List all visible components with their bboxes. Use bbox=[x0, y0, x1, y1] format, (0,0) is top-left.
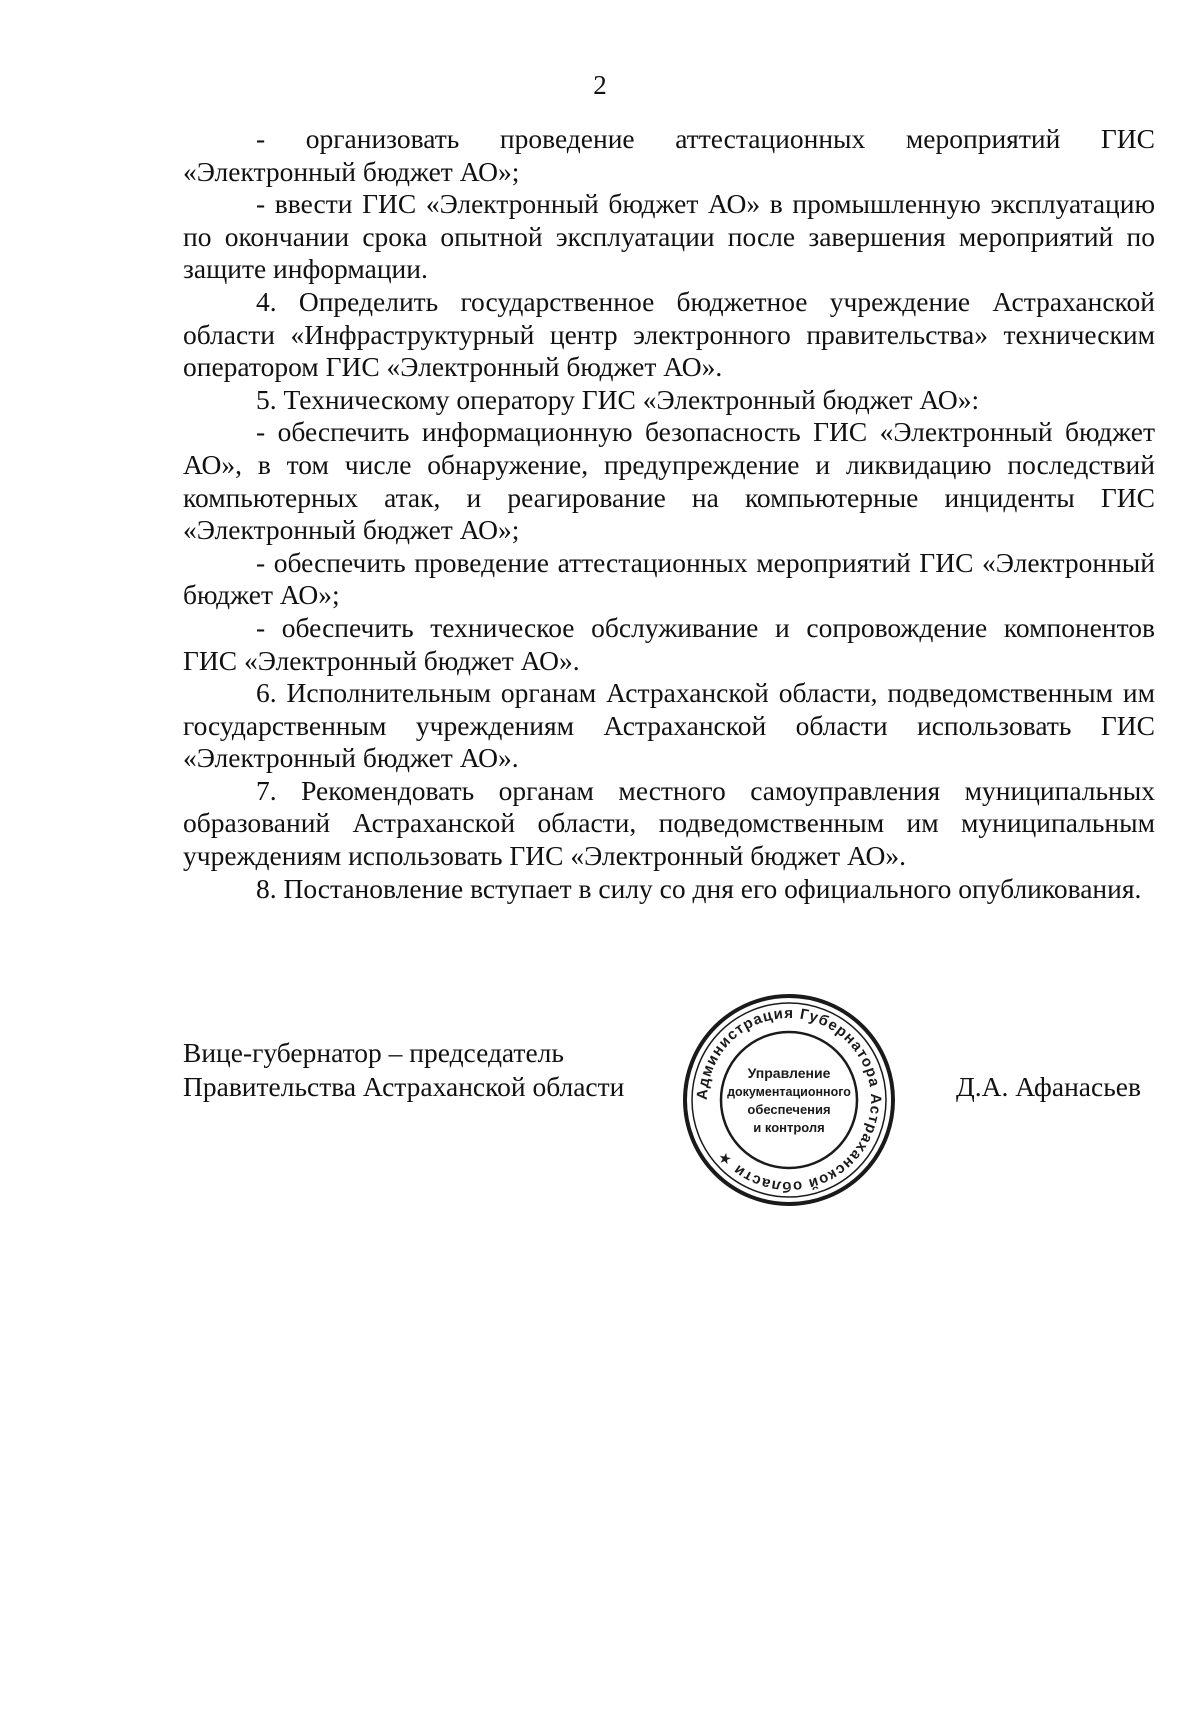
paragraph-8: 6. Исполнительным органам Астраханской области, подведомственным им государственным учреждениям Астраханской области использовать ГИС «Электронный бюджет АО». bbox=[183, 677, 1155, 774]
paragraph-1: - организовать проведение аттестационных мероприятий ГИС «Электронный бюджет АО»; bbox=[183, 123, 1155, 187]
seal-ring-text-path: Администрация Губернатора Астраханской области ★ bbox=[693, 1004, 885, 1196]
page-number: 2 bbox=[593, 70, 607, 100]
seal-outer-ring bbox=[685, 996, 893, 1204]
document-body bbox=[183, 123, 1155, 905]
seal-inner-ring bbox=[721, 1032, 857, 1168]
seal-center-line-1: Управление bbox=[747, 1065, 831, 1081]
seal-center-line-4: и контроля bbox=[753, 1120, 825, 1135]
paragraph-4: 5. Техническому оператору ГИС «Электронный бюджет АО»: bbox=[256, 383, 980, 415]
seal-graphic bbox=[679, 990, 899, 1210]
signatory-title-line-2: Правительства Астраханской области bbox=[183, 1071, 625, 1102]
official-seal bbox=[679, 990, 899, 1210]
seal-center-line-3: обеспечения bbox=[747, 1102, 831, 1117]
paragraph-6: - обеспечить проведение аттестационных мероприятий ГИС «Электронный бюджет АО»; bbox=[183, 546, 1155, 611]
seal-ring-text bbox=[694, 1005, 884, 1195]
paragraph-9: 7. Рекомендовать органам местного самоуправления муниципальных образований Астраханской области, подведомственным им муниципальным учреждениям использовать ГИС «Электронный бюджет АО». bbox=[183, 774, 1155, 872]
paragraph-7: - обеспечить техническое обслуживание и сопровождение компонентов ГИС «Электронный бюджет АО». bbox=[183, 611, 1155, 676]
paragraph-5: - обеспечить информационную безопасность ГИС «Электронный бюджет АО», в том числе обнаружение, предупреждение и ликвидацию последствий компьютерных атак, и реагирование на компьютерные инциденты ГИС «Электронный бюджет АО»; bbox=[183, 416, 1155, 546]
paragraph-3: 4. Определить государственное бюджетное учреждение Астраханской области «Инфраструктурный центр электронного правительства» техническим оператором ГИС «Электронный бюджет АО». bbox=[183, 285, 1155, 383]
paragraph-10: 8. Постановление вступает в силу со дня его официального опубликования. bbox=[256, 872, 1142, 904]
signatory-title-line-1: Вице-губернатор – председатель bbox=[183, 1037, 564, 1068]
seal-center-line-2: документационного bbox=[727, 1085, 851, 1099]
signatory-title bbox=[183, 1036, 624, 1104]
signatory-name: Д.А. Афанасьев bbox=[956, 1071, 1141, 1102]
paragraph-2: - ввести ГИС «Электронный бюджет АО» в промышленную эксплуатацию по окончании срока опытной эксплуатации после завершения мероприятий по защите информации. bbox=[183, 188, 1155, 285]
